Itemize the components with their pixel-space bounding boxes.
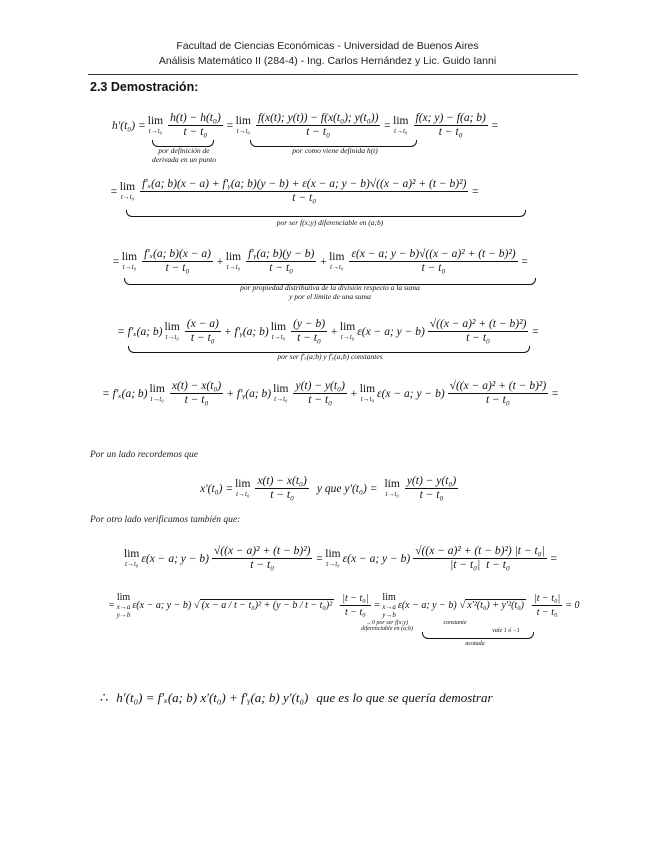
equation-6: x′(t₀) = lim t→t₀ $\frac{\text{x(t) − x(t₀)}}{\text{t − t₀}}$ y que y′(t₀) = lim t→t₀ $\frac{\text{y(t) − y(t₀)}}{\text{t − t₀}}$ [200, 475, 457, 501]
brace-3 [126, 210, 526, 217]
therefore-symbol: ∴ [100, 690, 109, 705]
header-rule [88, 74, 578, 75]
note-bounded: acotada [465, 641, 485, 647]
equation-1: h′(t₀) = lim t→t₀ $\frac{\text{h(t) − h(t₀)}}{\text{t − t₀}}$ = lim t→t₀ $\frac{\text{f(x(t); y(t)) − f(x(t₀); y(t₀))}}{\text{t − t₀}}$ = lim t→t₀ $\frac{f(x; y) - f(a; b)}{\text{t − t₀}}$ = [112, 112, 499, 138]
equation-3: = lim t→t₀ $\frac{\text{f′ₓ(a; b)(x − a)}}{\text{t − t₀}}$ + lim t→t₀ $\frac{\text{f′ᵧ(a; b)(y − b)}}{\text{t − t₀}}$ + lim t→t₀ $\frac{\text{ε(x − a; y − b)√((x − a)² + (t − b)²)}}{\text{t − t₀}}$ = [112, 248, 529, 274]
note-defined-h: por como viene definida h(t) [292, 146, 378, 155]
brace-6 [422, 632, 534, 639]
conclusion-formula: h′(t₀) = f′ₓ(a; b) x′(t₀) + f′ᵧ(a; b) y′(t₀) [116, 690, 309, 705]
note-definition: por definición de derivada en un punto [152, 146, 216, 164]
conclusion-text: que es lo que se quería demostrar [316, 690, 493, 705]
header-line1: Facultad de Ciencias Económicas - Universidad de Buenos Aires [176, 40, 479, 52]
equation-8: = lim x→a y→b ε(x − a; y − b) √ (x − a / t − t₀)² + (y − b / t − t₀)² $\frac{\text{|t − t₀|}}{\text{t − t₀}}$ = lim x→a y→b ε(x − a; y − b) √ x′²(t₀) + y′²(t₀) $\frac{\text{|t − t₀|}}{\text{t − t₀}}$ = 0 [108, 592, 580, 619]
equation-7: lim t→t₀ ε(x − a; y − b) $\frac{\text{√((x − a)² + (t − b)²)}}{\text{t − t₀}}$ = lim t→t₀ ε(x − a; y − b) $\frac{\text{√((x − a)² + (t − b)²) |t − t₀|}}{\text{|t − t₀| t − t₀}}$ = [124, 545, 558, 571]
equation-2: = lim t→t₀ f′ₓ(a; b)(x − a) + f′ᵧ(a; b)(y − b) + ε(x − a; y − b)√((x − a)² + (t − b)²) t − t₀ = [110, 178, 480, 204]
conclusion [100, 690, 493, 706]
note-vale: vale 1 ó −1 [492, 628, 520, 634]
note-limit-sum: y por el límite de una suma [289, 292, 371, 301]
note-constant: constante [443, 620, 467, 626]
note-differentiable: por ser f(x;y) diferenciable en (a;b) [276, 218, 384, 227]
note-constants: por ser f′ₓ(a;b) y f′ᵧ(a;b) constantes [277, 352, 383, 361]
equation-5: = f′ₓ(a; b) lim t→t₀ $\frac{\text{x(t) − x(t₀)}}{\text{t − t₀}}$ + f′ᵧ(a; b) lim t→t₀ $\frac{\text{y(t) − y(t₀)}}{\text{t − t₀}}$ + lim t→t₀ ε(x − a; y − b) $\frac{\text{√((x − a)² + (t − b)²)}}{\text{t − t₀}}$ = [102, 380, 559, 406]
paragraph-verify: Por otro lado verificamos también que: [90, 515, 241, 525]
section-title: 2.3 Demostración: [90, 80, 199, 94]
note-distributive: por propiedad distributiva de la división respecto a la suma [240, 283, 420, 292]
header-line2: Análisis Matemático II (284-4) - Ing. Carlos Hernández y Lic. Guido Ianni [158, 55, 497, 67]
equation-4: = f′ₓ(a; b) lim t→t₀ $\frac{(x - a)}{\text{t − t₀}}$ + f′ᵧ(a; b) lim t→t₀ $\frac{(y - b)}{\text{t − t₀}}$ + lim t→t₀ ε(x − a; y − b) $\frac{\text{√((x − a)² + (t − b)²)}}{\text{t − t₀}}$ = [117, 318, 540, 344]
note-zero: →0 por ser f(x;y) diferenciable en (a;b) [360, 620, 414, 632]
paragraph-recall: Por un lado recordemos que [90, 450, 199, 460]
